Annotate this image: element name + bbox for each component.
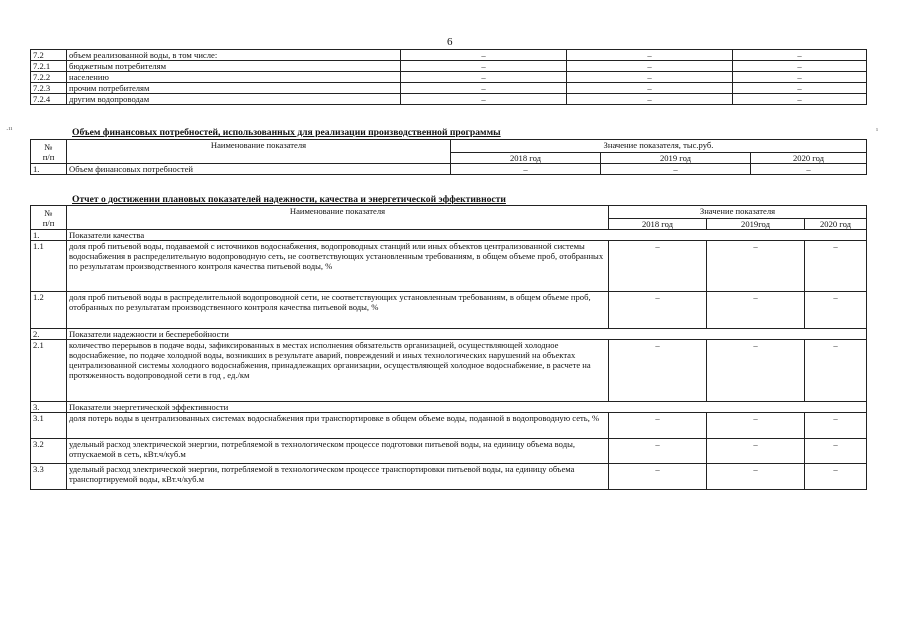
scan-mark-left: ·¹¹	[6, 126, 13, 134]
value-cell: –	[733, 94, 867, 105]
table-row	[31, 439, 867, 464]
col-num-header: № п/п	[31, 140, 67, 164]
table-row	[31, 72, 867, 83]
section-title: Показатели надежности и бесперебойности	[67, 329, 867, 340]
table-row	[31, 61, 867, 72]
value-cell: –	[805, 464, 867, 490]
row-number: 2.1	[31, 340, 67, 402]
value-cell: –	[805, 241, 867, 292]
indicator-name: доля проб питьевой воды в распределительной водопроводной сети, не соответствующих установленным требованиям, в общем объеме проб, отобранных по результатам производственного контроля качества питьевой воды, %	[67, 292, 609, 329]
indicator-name: прочим потребителям	[67, 83, 401, 94]
financial-needs-heading: Объем финансовых потребностей, использованных для реализации производственной программы	[72, 127, 501, 138]
table-row	[31, 464, 867, 490]
value-cell: –	[451, 164, 601, 175]
row-number: 3.	[31, 402, 67, 413]
value-cell: –	[751, 164, 867, 175]
indicator-name: количество перерывов в подаче воды, зафиксированных в местах исполнения обязательств организацией, осуществляющей холодное водоснабжение, по подаче холодной воды, возникших в результате аварий, повреждений и иных технологических нарушений на объектах централизованной системы холодного водоснабжения, принадлежащих организации, осуществляющей холодное водоснабжение, в расчете на протяженность водопроводной сети в год , ед./км	[67, 340, 609, 402]
table-row	[31, 50, 867, 61]
scan-mark-right: ¹	[876, 127, 879, 135]
indicator-name: удельный расход электрической энергии, потребляемой в технологическом процессе транспортировки питьевой воды, на единицу объема транспортируемой воды, кВт.ч/куб.м	[67, 464, 609, 490]
value-cell: –	[609, 292, 707, 329]
row-number: 7.2	[31, 50, 67, 61]
section-row	[31, 402, 867, 413]
value-cell: –	[601, 164, 751, 175]
section-title: Показатели качества	[67, 230, 867, 241]
table-row	[31, 292, 867, 329]
value-cell: –	[805, 340, 867, 402]
value-cell: –	[401, 94, 567, 105]
row-number: 7.2.3	[31, 83, 67, 94]
row-number: 7.2.4	[31, 94, 67, 105]
value-cell: –	[733, 50, 867, 61]
row-number: 1.	[31, 230, 67, 241]
year-header: 2018 год	[451, 153, 601, 164]
table-row	[31, 241, 867, 292]
value-cell: –	[805, 292, 867, 329]
value-cell: –	[609, 241, 707, 292]
col-name-header: Наименование показателя	[67, 206, 609, 230]
year-header: 2019 год	[601, 153, 751, 164]
value-cell: –	[707, 241, 805, 292]
value-cell: –	[609, 439, 707, 464]
indicator-name: удельный расход электрической энергии, потребляемой в технологическом процессе подготовки питьевой воды, на единицу объема воды, отпускаемой в сеть, кВт.ч/куб.м	[67, 439, 609, 464]
indicator-name: населению	[67, 72, 401, 83]
indicator-name: Объем финансовых потребностей	[67, 164, 451, 175]
performance-indicators-table	[30, 205, 867, 490]
row-number: 2.	[31, 329, 67, 340]
year-header: 2020 год	[751, 153, 867, 164]
year-header: 2019год	[707, 219, 805, 230]
value-cell: –	[733, 83, 867, 94]
value-cell: –	[401, 50, 567, 61]
value-cell: –	[401, 61, 567, 72]
value-cell: –	[707, 464, 805, 490]
indicator-name: доля проб питьевой воды, подаваемой с источников водоснабжения, водопроводных станций или иных объектов централизованной системы водоснабжения в распределительную водопроводную сеть, не соответствующих установленным требованиям, в общем объеме проб, отобранных по результатам производственного контроля качества питьевой воды, %	[67, 241, 609, 292]
value-cell: –	[401, 72, 567, 83]
financial-needs-table	[30, 139, 867, 175]
indicator-name: другим водопроводам	[67, 94, 401, 105]
table-row	[31, 83, 867, 94]
table-row	[31, 413, 867, 439]
value-cell: –	[609, 340, 707, 402]
value-cell: –	[733, 72, 867, 83]
value-cell: –	[567, 83, 733, 94]
row-number: 1.	[31, 164, 67, 175]
value-cell: –	[805, 439, 867, 464]
page-number: 6	[447, 36, 453, 48]
value-cell: –	[707, 292, 805, 329]
performance-report-heading: Отчет о достижении плановых показателей надежности, качества и энергетической эффективности	[72, 194, 506, 205]
value-cell: –	[707, 439, 805, 464]
value-cell: –	[567, 94, 733, 105]
value-cell: –	[401, 83, 567, 94]
value-cell: –	[805, 413, 867, 439]
table-row	[31, 94, 867, 105]
col-value-header: Значение показателя, тыс.руб.	[451, 140, 867, 153]
value-cell: –	[707, 340, 805, 402]
row-number: 3.2	[31, 439, 67, 464]
row-number: 7.2.2	[31, 72, 67, 83]
indicator-name: объем реализованной воды, в том числе:	[67, 50, 401, 61]
section-row	[31, 230, 867, 241]
col-name-header: Наименование показателя	[67, 140, 451, 164]
year-header: 2020 год	[805, 219, 867, 230]
row-number: 7.2.1	[31, 61, 67, 72]
value-cell: –	[733, 61, 867, 72]
section-row	[31, 329, 867, 340]
year-header: 2018 год	[609, 219, 707, 230]
row-number: 1.1	[31, 241, 67, 292]
value-cell: –	[567, 72, 733, 83]
row-number: 1.2	[31, 292, 67, 329]
col-num-header: № п/п	[31, 206, 67, 230]
value-cell: –	[707, 413, 805, 439]
indicator-name: бюджетным потребителям	[67, 61, 401, 72]
value-cell: –	[609, 464, 707, 490]
sales-volume-table	[30, 49, 867, 105]
indicator-name: доля потерь воды в централизованных системах водоснабжения при транспортировке в общем объеме воды, поданной в водопроводную сеть, %	[67, 413, 609, 439]
col-value-header: Значение показателя	[609, 206, 867, 219]
row-number: 3.1	[31, 413, 67, 439]
value-cell: –	[567, 50, 733, 61]
value-cell: –	[567, 61, 733, 72]
table-row	[31, 340, 867, 402]
row-number: 3.3	[31, 464, 67, 490]
value-cell: –	[609, 413, 707, 439]
section-title: Показатели энергетической эффективности	[67, 402, 867, 413]
